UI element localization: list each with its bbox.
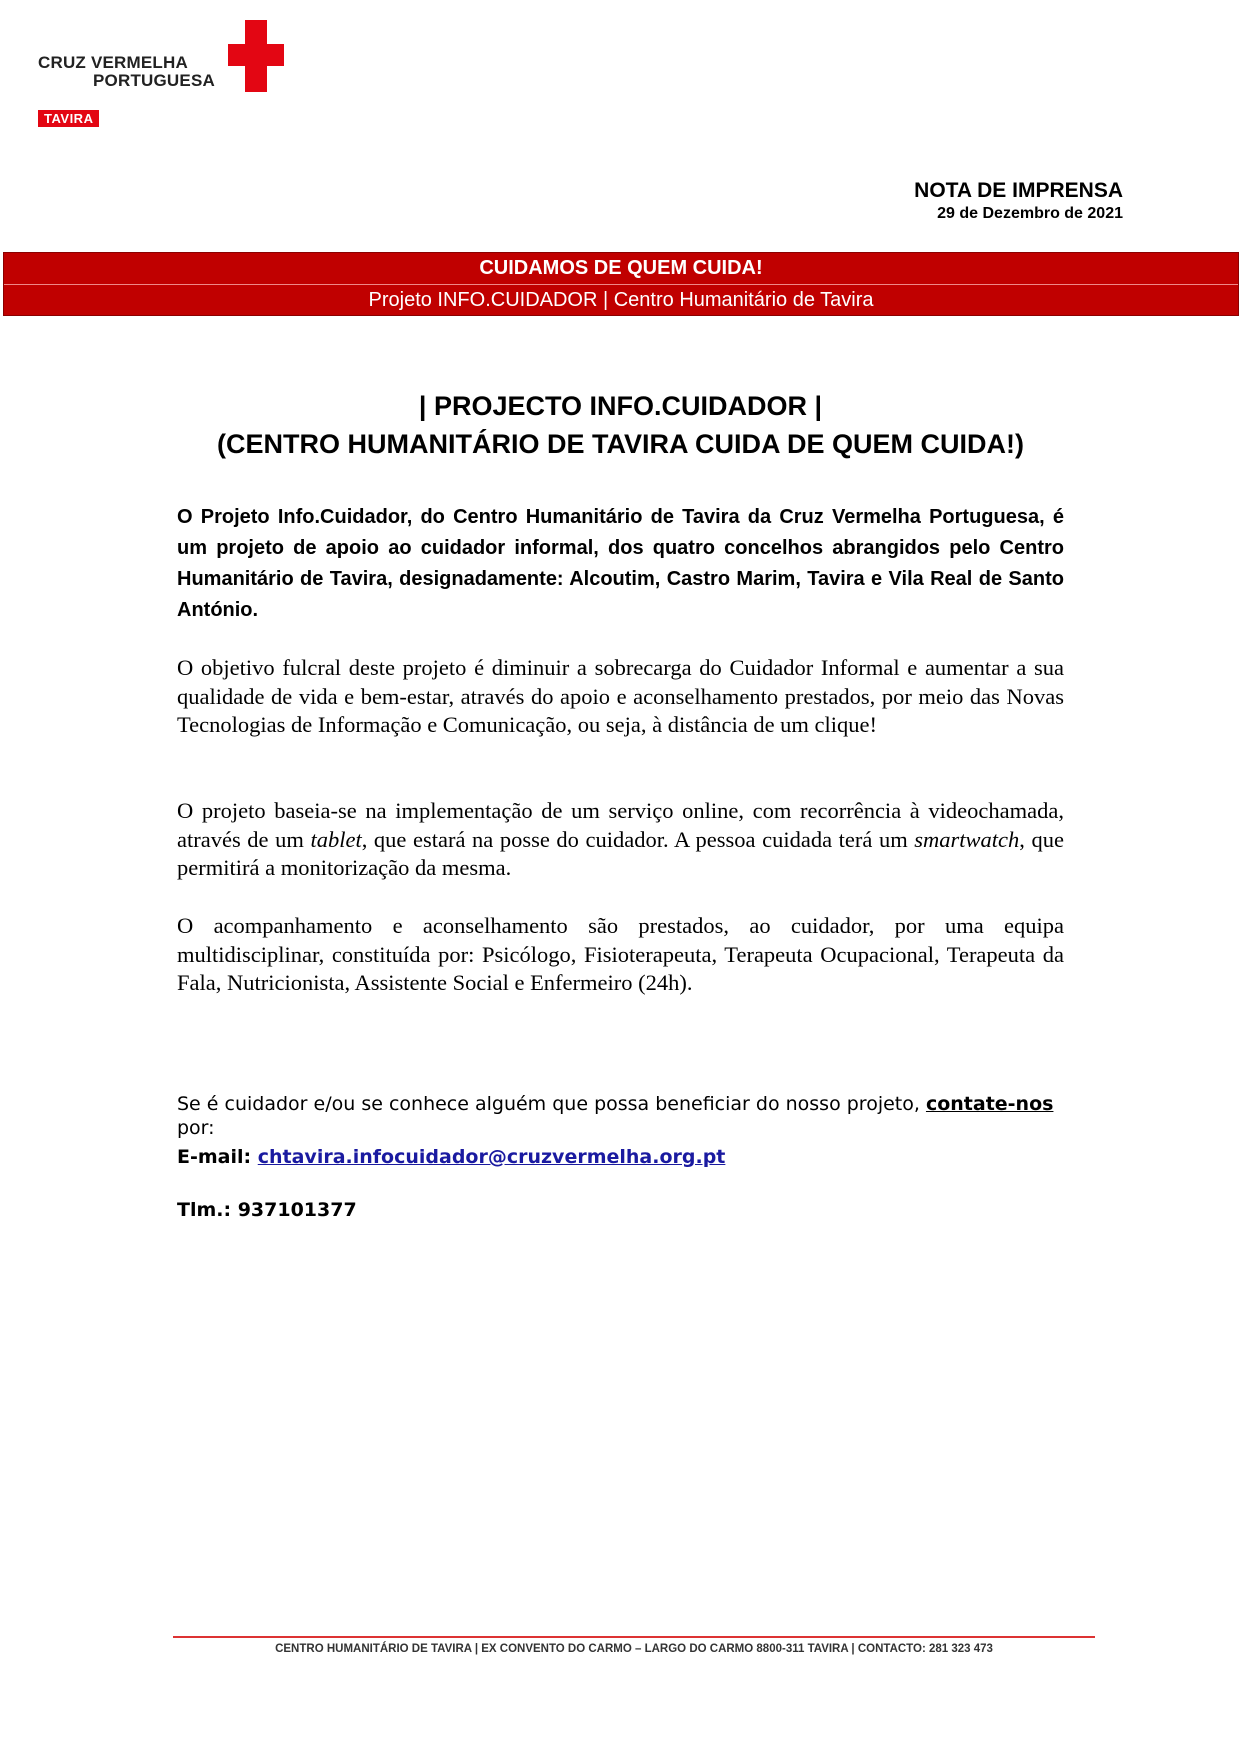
logo-line-1: CRUZ VERMELHA [38,53,188,72]
team-paragraph: O acompanhamento e aconselhamento são prestados, ao cuidador, por uma equipa multidisciplinar, constituída por: Psicólogo, Fisioterapeuta, Terapeuta Ocupacional, Terapeuta da Fala, Nutricionista, Assistente Social e Enfermeiro (24h). [177,913,1064,996]
organization-logo [36,20,281,132]
red-cross-icon [228,20,284,92]
document-title-line-1: | PROJECTO INFO.CUIDADOR | [418,391,823,421]
header-banner [3,252,1239,316]
contact-phone: Tlm.: 937101377 [177,1199,357,1221]
contact-email-row: E-mail: chtavira.infocuidador@cruzvermelha.org.pt [177,1146,726,1168]
objective-paragraph: O objetivo fulcral deste projeto é diminuir a sobrecarga do Cuidador Informal e aumentar a sua qualidade de vida e bem-estar, através do apoio e aconselhamento prestados, por meio das Novas Tecnologias de Informação e Comunicação, ou seja, à distância de um clique! [177,655,1064,738]
contact-intro: Se é cuidador e/ou se conhece alguém que possa beneficiar do nosso projeto, contate-nos por: [177,1093,1054,1139]
logo-badge: TAVIRA [38,110,99,127]
contact-us-link: contate-nos [925,1093,1054,1115]
service-paragraph: O projeto baseia-se na implementação de um serviço online, com recorrência à videochamada, através de um tablet, que estará na posse do cuidador. A pessoa cuidada terá um smartwatch, que permitirá a monitorização da mesma. [177,798,1064,881]
email-link[interactable]: chtavira.infocuidador@cruzvermelha.org.pt [257,1146,726,1168]
smartwatch-term: smartwatch [914,826,1020,852]
press-header [914,178,1123,224]
press-date: 29 de Dezembro de 2021 [937,205,1123,222]
footer-address: CENTRO HUMANITÁRIO DE TAVIRA | EX CONVENTO DO CARMO – LARGO DO CARMO 8800-311 TAVIRA | CONTACTO: 281 323 473 [275,1643,993,1655]
banner-line-1: CUIDAMOS DE QUEM CUIDA! [4,253,1238,285]
banner-line-2: Projeto INFO.CUIDADOR | Centro Humanitário de Tavira [368,289,874,311]
tablet-term: tablet [310,826,362,852]
footer-divider [173,1636,1095,1638]
press-label: NOTA DE IMPRENSA [914,179,1123,202]
document-title-line-2: (CENTRO HUMANITÁRIO DE TAVIRA CUIDA DE QUEM CUIDA!) [217,429,1024,459]
lead-paragraph: O Projeto Info.Cuidador, do Centro Humanitário de Tavira da Cruz Vermelha Portuguesa, é um projeto de apoio ao cuidador informal, dos quatro concelhos abrangidos pelo Centro Humanitário de Tavira, designadamente: Alcoutim, Castro Marim, Tavira e Vila Real de Santo António. [177,506,1064,621]
logo-line-2: PORTUGUESA [93,71,215,90]
